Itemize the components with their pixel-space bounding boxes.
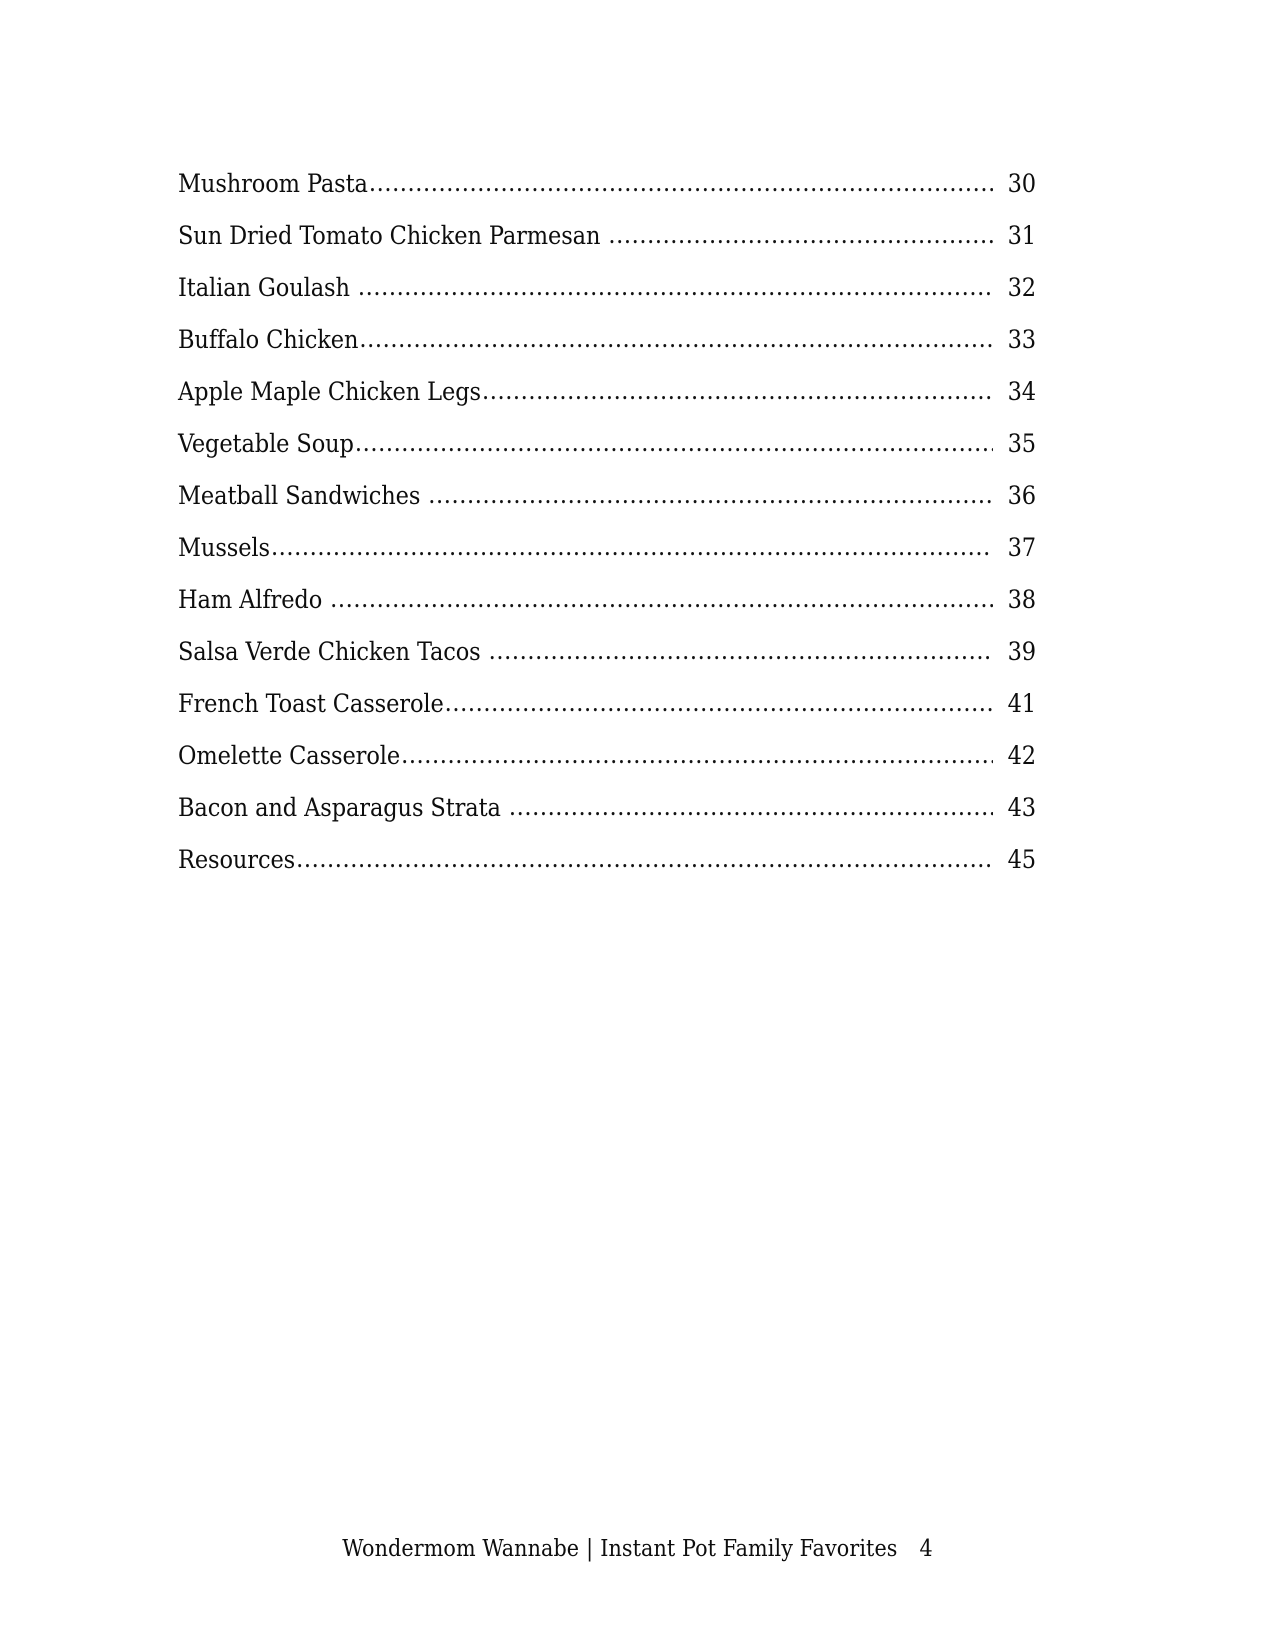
toc-dot-leader [369,157,993,209]
toc-entry[interactable] [178,158,1036,210]
toc-entry[interactable] [178,678,1036,730]
toc-dot-leader [359,313,993,365]
toc-entry[interactable] [178,418,1036,470]
toc-entry-title: Mushroom Pasta [178,169,368,198]
toc-entry-page-number: 33 [1007,325,1036,354]
toc-entry-page-number: 30 [1007,169,1036,198]
toc-entry[interactable] [178,262,1036,314]
toc-entry-page-number: 31 [1007,221,1036,250]
page-footer [0,1534,1275,1564]
toc-entry-title: Italian Goulash [178,273,350,302]
toc-dot-leader [271,521,993,573]
toc-entry-title: Salsa Verde Chicken Tacos [178,637,481,666]
toc-dot-leader [482,365,993,417]
toc-entry-title: Omelette Casserole [178,741,401,770]
toc-entry[interactable] [178,834,1036,886]
toc-entry-page-number: 43 [1007,793,1036,822]
toc-dot-leader [445,677,993,729]
toc-entry-title: French Toast Casserole [178,689,444,718]
toc-entry-title: Ham Alfredo [178,585,323,614]
toc-entry-page-number: 37 [1007,533,1036,562]
toc-entry-title: Resources [178,845,296,874]
toc-dot-leader [428,469,993,521]
toc-entry[interactable] [178,522,1036,574]
footer-text [342,1534,933,1564]
toc-entry-title: Vegetable Soup [178,429,354,458]
toc-entry-title: Sun Dried Tomato Chicken Parmesan [178,221,601,250]
toc-dot-leader [509,781,993,833]
toc-entry-title: Bacon and Asparagus Strata [178,793,501,822]
toc-entry-page-number: 32 [1007,273,1036,302]
toc-dot-leader [355,417,993,469]
toc-entry-page-number: 38 [1007,585,1036,614]
toc-entry-page-number: 45 [1007,845,1036,874]
toc-entry[interactable] [178,782,1036,834]
toc-dot-leader [330,573,993,625]
toc-entry-page-number: 39 [1007,637,1036,666]
toc-entry[interactable] [178,366,1036,418]
toc-entry-title: Meatball Sandwiches [178,481,421,510]
footer-book-title: Instant Pot Family Favorites [600,1536,898,1562]
toc-entry-title: Buffalo Chicken [178,325,359,354]
table-of-contents-list [178,158,1036,886]
toc-dot-leader [489,625,993,677]
toc-dot-leader [401,729,993,781]
toc-entry-title: Mussels [178,533,270,562]
footer-page-number: 4 [919,1536,933,1562]
toc-entry[interactable] [178,574,1036,626]
toc-dot-leader [608,209,993,261]
toc-entry-page-number: 35 [1007,429,1036,458]
toc-entry[interactable] [178,626,1036,678]
toc-entry[interactable] [178,314,1036,366]
toc-entry-page-number: 42 [1007,741,1036,770]
toc-entry-title: Apple Maple Chicken Legs [178,377,481,406]
toc-entry-page-number: 34 [1007,377,1036,406]
toc-entry[interactable] [178,470,1036,522]
toc-dot-leader [358,261,993,313]
footer-brand: Wondermom Wannabe [342,1536,580,1562]
toc-entry[interactable] [178,730,1036,782]
footer-separator: | [586,1536,594,1562]
toc-entry-page-number: 41 [1007,689,1036,718]
toc-entry[interactable] [178,210,1036,262]
toc-entry-page-number: 36 [1007,481,1036,510]
toc-dot-leader [296,833,993,885]
